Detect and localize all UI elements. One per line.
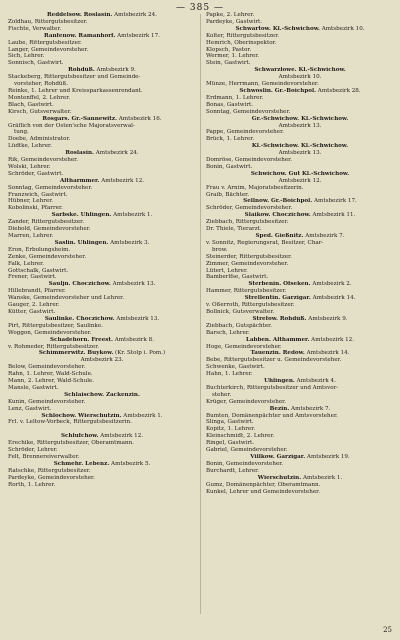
entry-line: Reinke, 1. Lehrer und Kreissparkassenrendant.: [8, 87, 143, 94]
entry-line: Hammer, Rittergutsbesitzer.: [206, 288, 287, 295]
place-name: Schlufchow.: [60, 433, 99, 440]
district-label: Amtsbezirk 12.: [99, 177, 145, 184]
entry-line: Langer, Gemeindevorsteher.: [8, 46, 89, 53]
entry-heading: [8, 240, 196, 247]
directory-entry: [8, 67, 196, 115]
entry-heading: [8, 316, 196, 323]
entry-line: Bebe, Rittergutsbesitzer u. Gemeindevorsteher.: [206, 357, 342, 364]
place-name: Schadehorn. Freest.: [50, 336, 113, 343]
district-label: Amtsbezirk 1.: [121, 412, 163, 419]
entry-line: Pappe, Gemeindevorsteher.: [206, 129, 284, 136]
entry-line: Brück, 1. Lehrer.: [206, 136, 255, 143]
entry-line: Mann, 2. Lehrer, Wald-Schule.: [8, 378, 95, 385]
entry-line: Slinga, Gastwirt.: [206, 419, 254, 426]
entry-line: Dr. Thiele, Tierarzt.: [206, 226, 262, 233]
entry-line: Rorth, 1. Lehrer.: [8, 481, 56, 488]
entry-line: Amtsbezirk 10.: [278, 74, 322, 81]
directory-entry: [206, 26, 394, 67]
entry-heading: [206, 88, 394, 95]
directory-entry: [8, 350, 196, 391]
place-name: Schlochow. Wierschutzin.: [41, 412, 122, 419]
entry-line: Hoge, Gemeindevorsteher.: [206, 343, 282, 350]
directory-entry: [206, 12, 394, 26]
district-label: Amtsbezirk 14.: [310, 295, 356, 302]
entry-line: Lüdtke, Lehrer.: [8, 143, 52, 150]
entry-line: Schröder, Gemeindevorsteher.: [206, 205, 293, 212]
directory-entry: [8, 240, 196, 281]
entry-line: Schröder, Lehrer.: [8, 447, 58, 454]
entry-heading: [8, 12, 196, 19]
entry-line: Doebe, Administrator.: [8, 136, 71, 143]
entry-line: Franzwich, Gastwirt.: [8, 191, 68, 198]
district-label: Amtsbezirk 1.: [301, 474, 343, 481]
entry-line: Mansle, Gastwirt.: [8, 384, 59, 391]
entry-heading: [8, 413, 196, 420]
place-name: Slaikow. Choczichow.: [244, 212, 311, 219]
directory-entry: [206, 171, 394, 199]
entry-line: Wermer, 1. Lehrer.: [206, 53, 260, 60]
directory-entry: [8, 33, 196, 68]
entry-line: Frl. v. Leltow-Vorbeck, Rittergutsbesitzerin.: [8, 419, 132, 426]
district-label: Amtsbezirk 2.: [310, 281, 352, 288]
entry-line: Hübner, Lehrer.: [8, 198, 54, 205]
entry-line: Fischte, Verwalter.: [8, 25, 62, 32]
entry-heading: [8, 461, 196, 468]
entry-heading: [8, 392, 196, 399]
place-name: Labben. Althammer.: [245, 336, 310, 343]
entry-line: Ziebbach, Gutspächter.: [206, 322, 273, 329]
entry-line: Amtsbezirk 12.: [278, 177, 322, 184]
district-label: Amtsbezirk 24.: [112, 12, 157, 18]
place-name: Uhlingen.: [264, 378, 295, 385]
place-name: Bezin.: [269, 405, 290, 412]
entry-line: Kunkel, Lehrer und Gemeindevorsteher.: [206, 488, 320, 495]
entry-line: Bonin, Gemeindevorsteher.: [206, 460, 284, 467]
entry-line: Laube, Rittergutsbesitzer.: [8, 39, 82, 46]
entry-line: Bumten, Domänenpächter und Amtsvorsteher.: [206, 412, 338, 419]
entry-line: steher.: [212, 391, 232, 398]
place-name: Sterbenin. Ofseken.: [248, 281, 311, 288]
entry-line: Gumz, Domänenpächter, Oberamtmann.: [206, 481, 321, 488]
directory-entry: [8, 12, 196, 33]
entry-line: Ziebbach, Rittergutsbesitzer.: [206, 219, 289, 226]
directory-entry: [206, 406, 394, 454]
entry-line: Zoldhau, Rittergutsbesitzer.: [8, 18, 88, 25]
entry-line: Graib, Bächter.: [206, 191, 249, 198]
entry-line: Wolski, Lehrer.: [8, 163, 51, 170]
entry-heading: [206, 116, 394, 123]
entry-line: brow.: [212, 246, 228, 253]
district-label: Amtsbezirk 8.: [112, 336, 154, 343]
entry-heading: [206, 406, 394, 413]
district-label: Amtsbezirk 10.: [319, 25, 365, 32]
entry-line: Kirsch, Gutsverwalter.: [8, 108, 72, 115]
entry-line: Barsch, Lehrer.: [206, 329, 250, 336]
directory-entry: [206, 198, 394, 212]
place-name: Sarbske. Uhlingen.: [51, 212, 112, 219]
footer-number: 25: [383, 626, 392, 634]
district-label: Amtsbezirk 9.: [306, 315, 348, 322]
district-label: Amtsbezirk 12.: [309, 336, 355, 343]
entry-heading: [206, 475, 394, 482]
directory-entry: [8, 413, 196, 434]
entry-line: Zimmer, Gemeindevorsteher.: [206, 260, 289, 267]
entry-line: Eron, Erbolungsheim.: [8, 246, 71, 253]
entry-heading: [206, 454, 394, 461]
entry-line: Marren, Lehrer.: [8, 233, 54, 239]
directory-entry: [206, 88, 394, 116]
entry-line: Zenke, Gemeindevorsteher.: [8, 253, 87, 260]
entry-heading: [8, 212, 196, 219]
directory-entry: [206, 337, 394, 351]
directory-entry: [206, 67, 394, 88]
entry-line: Bonas, Gastwirt.: [206, 101, 254, 108]
column-divider: [200, 14, 201, 614]
directory-entry: [206, 281, 394, 295]
place-name: Schimmerwitz. Buykow.: [38, 350, 114, 357]
entry-line: Kolter, Rittergutsbesitzer.: [206, 32, 280, 39]
entry-line: Krüger, Gemeindevorsteher.: [206, 398, 287, 405]
directory-entry: [8, 281, 196, 316]
entry-line: Klopsch, Pastor.: [206, 46, 252, 53]
entry-line: Pirt, Rittergutsbesitzer, Saulinke.: [8, 322, 103, 329]
entry-heading: [8, 281, 196, 288]
directory-entry: [206, 350, 394, 378]
directory-entry: [8, 461, 196, 489]
entry-line: Kleinschmidt, 2. Lehrer.: [206, 433, 275, 440]
entry-heading: [8, 33, 196, 40]
directory-entry: [206, 454, 394, 475]
directory-entry: [8, 337, 196, 351]
entry-line: Münze, Herrmann, Gemeindevorsteher.: [206, 81, 319, 88]
entry-line: v. Sonnitz, Regierungsrat, Besitzer, Char-: [206, 239, 324, 246]
entry-line: Hemrich, Oberinspektor.: [206, 39, 277, 46]
district-label: Amtsbezirk 17.: [115, 32, 160, 39]
entry-line: Woggon, Gemeindevorsteher.: [8, 329, 92, 336]
entry-line: Blach, Gastwirt.: [8, 101, 54, 108]
entry-line: Felt, Brennereiverwalter.: [8, 454, 80, 460]
place-name: Rohdüß.: [68, 67, 95, 74]
entry-line: Bamberlfse, Gastwirt.: [206, 274, 269, 281]
entry-heading: [206, 378, 394, 385]
left-column: [8, 12, 196, 489]
entry-line: Steinerder, Rittergutsbesitzer.: [206, 253, 292, 260]
entry-line: Gräflich von der Osten'sche Majoratsverwal-: [8, 122, 135, 129]
entry-line: Rahn, 1. Lehrer, Wald-Schule.: [8, 371, 93, 378]
entry-heading: [206, 316, 394, 323]
entry-line: Diebold, Gemeindevorsteher.: [8, 226, 91, 233]
district-label: Amtsbezirk 24.: [93, 150, 139, 157]
entry-heading: [206, 67, 394, 74]
place-name: Tauenzin. Redow.: [250, 350, 305, 357]
page-number: — 385 —: [176, 3, 224, 13]
directory-entry: [206, 212, 394, 233]
entry-line: v. Rohmeder, Rittergutsbesitzer.: [8, 343, 100, 350]
entry-line: Amtsbezirk 23.: [80, 357, 124, 364]
district-label: Amtsbezirk 16.: [116, 115, 162, 122]
entry-heading: [8, 67, 196, 74]
district-label: Amtsbezirk 7.: [289, 405, 331, 412]
entry-line: Pardeyke, Gemeindevorsteher.: [8, 474, 95, 481]
district-label: Amtsbezirk 13.: [110, 281, 156, 288]
entry-line: Gauger, 2. Lehrer.: [8, 302, 60, 309]
place-name: Altharmmer.: [59, 177, 100, 184]
entry-line: Burchardt, Lehrer.: [206, 467, 259, 474]
entry-line: Wanske, Gemeindevorsteher und Lehrer.: [8, 295, 125, 302]
place-name: Schlaischow. Zackenzin.: [64, 391, 140, 398]
entry-line: Ratschke, Rittergutsbesitzer.: [8, 467, 91, 474]
entry-heading: [206, 295, 394, 302]
entry-line: Kobolinski, Pfarrer.: [8, 205, 63, 212]
entry-line: Kütter, Gastwirt.: [8, 308, 56, 315]
entry-heading: [8, 433, 196, 440]
place-name: Sped. Gießnitz.: [255, 233, 304, 239]
entry-line: Frau v. Arnim, Majoratsbesitzerin.: [206, 184, 304, 191]
place-name: Schwichow. Gut Kl.-Schwichow.: [250, 170, 350, 177]
entry-line: Zander, Rittergutsbesitzer.: [8, 219, 85, 226]
place-name: Saulinke. Choczichow.: [44, 315, 115, 322]
directory-entry: [8, 178, 196, 213]
place-name: Sellnow. Gr.-Boichpol.: [243, 198, 313, 205]
entry-line: Lütert, Lehrer.: [206, 267, 248, 274]
place-name: Schwartow. Kl.-Schwichow.: [235, 25, 320, 32]
entry-line: Kopitz, 1. Lehrer.: [206, 426, 256, 433]
entry-line: Below, Gemeindevorsteher.: [8, 364, 86, 371]
place-name: Ranfenow. Ramanhorf.: [44, 32, 116, 39]
entry-line: Schröder, Gastwirt.: [8, 170, 64, 177]
district-label: Amtsbezirk 5.: [109, 460, 151, 467]
place-name: Kl.-Schwichow. Kl.-Schwichow.: [251, 143, 349, 150]
place-name: Schwarzlowe. Kl.-Schwichow.: [254, 67, 346, 74]
district-label: Amtsbezirk 28.: [316, 87, 361, 94]
entry-heading: [8, 350, 196, 357]
entry-heading: [206, 26, 394, 33]
entry-line: Bollnick, Gutsverwalter.: [206, 308, 275, 315]
entry-heading: [8, 150, 196, 157]
entry-line: Bonin, Gastwirt.: [206, 163, 253, 170]
place-name: Reddelsow. Roslasin.: [47, 12, 113, 18]
directory-entry: [206, 233, 394, 281]
entry-line: Kunin, Gemeindevorsteher.: [8, 398, 86, 405]
entry-line: Sich, Lehrer.: [8, 53, 45, 60]
entry-heading: [206, 212, 394, 219]
district-label: Amtsbezirk 14.: [304, 350, 350, 357]
place-name: Saslin. Uhlingen.: [54, 239, 109, 246]
district-label: Amtsbezirk 1.: [111, 212, 153, 219]
entry-heading: [8, 178, 196, 185]
entry-line: Erechike, Rittergutsbesitzer, Oberamtmann.: [8, 440, 134, 447]
directory-entry: [206, 116, 394, 144]
entry-line: Hahn, 1. Lehrer.: [206, 371, 253, 378]
district-label: Amtsbezirk 3.: [108, 239, 150, 246]
district-label: Amtsbezirk 4.: [294, 378, 336, 385]
entry-line: Sonnisch, Gastwirt.: [8, 60, 64, 67]
entry-heading: [206, 233, 394, 240]
entry-line: Frener, Gastwirt.: [8, 274, 57, 281]
entry-line: Rik, Gemeindevorsteher.: [8, 157, 79, 164]
district-label: Amtsbezirk 11.: [310, 212, 356, 219]
entry-line: Stein, Gastwirt.: [206, 60, 251, 67]
entry-line: Sonntag, Gemeindevorsteher.: [206, 108, 291, 115]
entry-heading: [8, 116, 196, 123]
entry-heading: [206, 171, 394, 178]
district-label: Amtsbezirk 17.: [312, 198, 357, 205]
entry-line: Erdmann, 1. Lehrer.: [206, 94, 264, 101]
entry-heading: [206, 198, 394, 205]
place-name: Rosgars. Gr.-Sannewitz.: [42, 115, 117, 122]
directory-entry: [8, 316, 196, 337]
entry-line: Montenffel, 2. Lehrer.: [8, 94, 71, 101]
place-name: Gr.-Schwichow. Kl.-Schwichow.: [251, 115, 349, 122]
district-label: Amtsbezirk 9.: [94, 67, 136, 74]
directory-entry: [206, 295, 394, 316]
entry-line: Buchterkirch, Rittergutsbesitzer und Amtsvor-: [206, 384, 339, 391]
directory-entry: [8, 433, 196, 461]
place-name: Roslasin.: [65, 150, 94, 157]
entry-line: Pardeyke, Gastwirt.: [206, 18, 263, 25]
directory-entry: [206, 316, 394, 337]
district-label: Amtsbezirk 12.: [98, 433, 144, 440]
entry-line: Amtsbezirk 13.: [278, 150, 322, 157]
entry-line: Stackeberg, Rittergutsbesitzer und Gemeinde-: [8, 74, 141, 81]
place-name: Strellentin. Garzigar.: [244, 295, 311, 302]
place-name: Strefow. Rohdüß.: [252, 315, 307, 322]
entry-line: Ringel, Gastwirt.: [206, 440, 255, 447]
entry-line: [8, 426, 196, 433]
entry-line: Papke, 2. Lehrer.: [206, 12, 255, 18]
entry-line: v. Oßerroth, Rittergutsbesitzer.: [206, 302, 295, 309]
directory-entry: [8, 212, 196, 240]
entry-heading: [206, 350, 394, 357]
place-name: Schwoslin. Gr.-Boichpol.: [239, 87, 317, 94]
directory-entry: [206, 475, 394, 496]
place-name: Sauljn. Choczichow.: [48, 281, 111, 288]
district-label: Amtsbezirk 7.: [303, 233, 345, 239]
directory-entry: [8, 392, 196, 413]
entry-line: tung.: [14, 129, 29, 136]
entry-line: Domröse, Gemeindevorsteher.: [206, 157, 292, 164]
entry-line: Amtsbezirk 13.: [278, 122, 322, 129]
directory-entry: [206, 143, 394, 171]
entry-line: Gabriel, Gemeindevorsteher.: [206, 447, 288, 454]
entry-heading: [206, 337, 394, 344]
entry-line: Lenz, Gastwirt.: [8, 405, 52, 412]
place-name: Villkow. Garzigar.: [250, 454, 306, 460]
entry-line: vorsteher, Rohdüß.: [14, 81, 69, 88]
entry-heading: [8, 337, 196, 344]
directory-entry: [206, 378, 394, 406]
district-label: Amtsbezirk 13.: [114, 315, 160, 322]
entry-line: Schwenke, Gastwirt.: [206, 364, 265, 371]
directory-entry: [8, 150, 196, 178]
entry-heading: [206, 281, 394, 288]
district-label: (Kr. Stolp i. Pom.): [113, 350, 166, 357]
entry-line: Gottschalk, Gastwirt.: [8, 267, 69, 274]
district-label: Amtsbezirk 19.: [305, 454, 350, 460]
directory-entry: [8, 116, 196, 151]
place-name: Schmehr. Lebenz.: [53, 460, 110, 467]
right-column: [206, 12, 394, 495]
entry-line: Falk, Lehrer.: [8, 260, 45, 267]
entry-heading: [206, 143, 394, 150]
entry-line: Sonntag, Gemeindevorsteher.: [8, 184, 93, 191]
place-name: Wierschutzin.: [257, 474, 302, 481]
entry-line: Hillebrandt, Pfarrer.: [8, 288, 66, 295]
